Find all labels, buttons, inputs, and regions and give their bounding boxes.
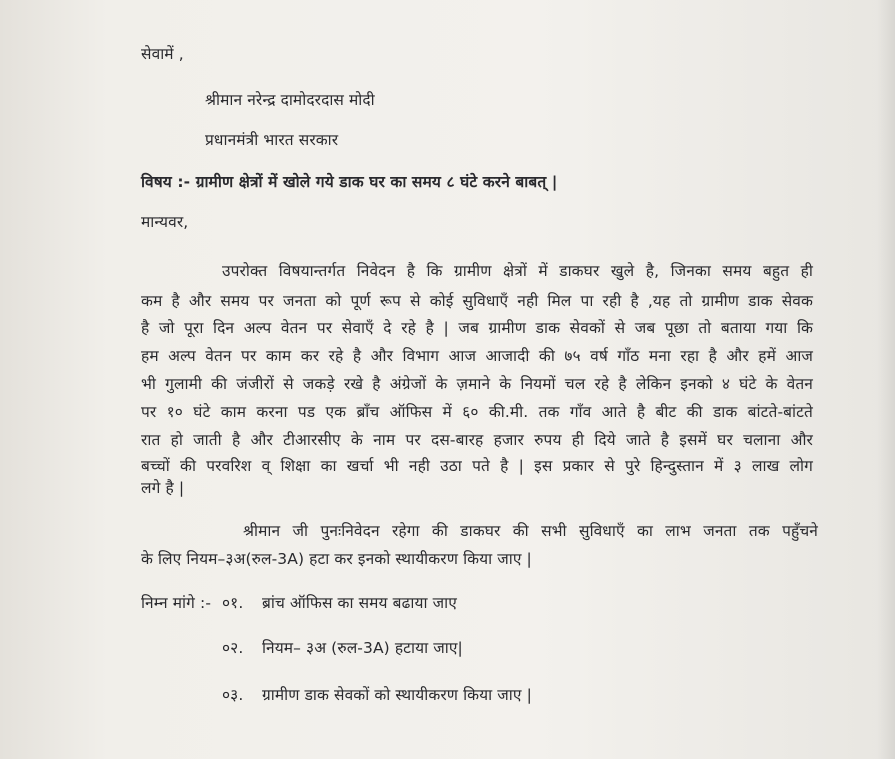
demand-number: ०३. <box>222 686 244 704</box>
subject-line: विषय :- ग्रामीण क्षेत्रों में खोले गये डाक घर का समय ८ घंटे करने बाबत् | <box>141 173 558 191</box>
page-edge-shadow <box>877 0 895 759</box>
paragraph-1-line: कम है और समय पर जनता को पूर्ण रूप से कोई सुविधाएँ नही मिल पा रही है ,यह तो ग्रामीण डाक सेवक <box>141 292 813 310</box>
demand-text: ग्रामीण डाक सेवकों को स्थायीकरण किया जाए | <box>262 686 532 704</box>
demands-label: निम्न मांगे :- <box>141 594 212 612</box>
demand-number: ०१. <box>222 594 244 612</box>
paragraph-1-line: हम अल्प वेतन पर काम कर रहे है और विभाग आज आजादी की ७५ वर्ष गाँठ मना रहा है और हमें आज <box>141 347 813 365</box>
salutation: सेवामें , <box>141 45 184 63</box>
paragraph-2-line: श्रीमान जी पुनःनिवेदन रहेगा की डाकघर की सभी सुविधाएँ का लाभ जनता तक पहुँचने <box>243 522 818 540</box>
paragraph-1-line: लगे है | <box>141 479 185 497</box>
paragraph-1-line: रात हो जाती है और टीआरसीए के नाम पर दस-बारह हजार रुपय ही दिये जाते है इसमें घर चलाना और <box>141 431 813 449</box>
demand-text: नियम– ३अ (रुल-3A) हटाया जाए| <box>262 639 463 657</box>
demand-number: ०२. <box>222 639 244 657</box>
paragraph-2-line: के लिए नियम–३अ(रुल-3A) हटा कर इनको स्थायीकरण किया जाए | <box>141 550 532 568</box>
addressee-designation: प्रधानमंत्री भारत सरकार <box>205 131 339 149</box>
demand-text: ब्रांच ऑफिस का समय बढाया जाए <box>262 594 457 612</box>
addressee-name: श्रीमान नरेन्द्र दामोदरदास मोदी <box>205 91 375 109</box>
paragraph-1-line: बच्चों की परवरिश व् शिक्षा का खर्चा भी नही उठा पते है | इस प्रकार से पुरे हिन्दुस्तान में ३ लाख लोग <box>141 457 813 475</box>
paragraph-1-line: पर १० घंटे काम करना पड एक ब्राँच ऑफिस में ६० की.मी. तक गाँव आते है बीट की डाक बांटते-बांटते <box>141 403 813 421</box>
greeting: मान्यवर, <box>141 213 189 231</box>
paragraph-1-line: है जो पूरा दिन अल्प वेतन पर सेवाएँ दे रहे है | जब ग्रामीण डाक सेवकों से जब पूछा तो बताया गया कि <box>141 319 813 337</box>
paragraph-1-line: भी गुलामी की जंजीरों से जकड़े रखे है अंग्रेजों के ज़माने के नियमों चल रहे है लेकिन इनको ४ घंटे के वेतन <box>141 375 813 393</box>
paragraph-1-line: उपरोक्त विषयान्तर्गत निवेदन है कि ग्रामीण क्षेत्रों में डाकघर खुले है, जिनका समय बहुत ही <box>222 262 813 280</box>
